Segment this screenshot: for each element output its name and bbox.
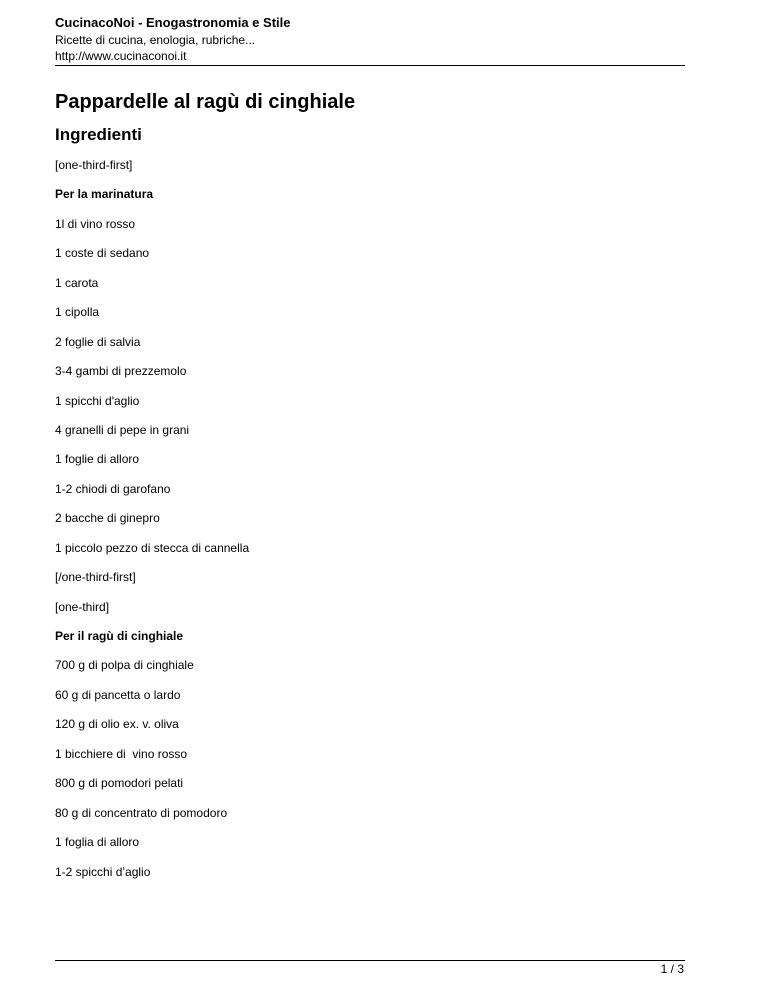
ingredient-line: 700 g di polpa di cinghiale <box>55 658 194 673</box>
ingredient-line: 2 foglie di salvia <box>55 334 141 349</box>
header-divider <box>55 65 685 66</box>
site-title: CucinacoNoi - Enogastronomia e Stile <box>55 15 291 30</box>
ingredient-line: [one-third] <box>55 599 110 614</box>
page-header <box>55 14 685 64</box>
ingredient-line: 1 carota <box>55 275 99 290</box>
ingredient-line: 1l di vino rosso <box>55 216 136 231</box>
ingredient-line: 800 g di pomodori pelati <box>55 776 184 791</box>
subsection-heading: Per la marinatura <box>55 187 154 202</box>
ingredient-line: 1-2 spicchi d’aglio <box>55 864 151 879</box>
page-number: 1 / 3 <box>660 962 684 976</box>
ingredient-list <box>55 158 685 879</box>
ingredient-line: 1 spicchi d'aglio <box>55 393 140 408</box>
ingredient-line: 1 piccolo pezzo di stecca di cannella <box>55 540 250 555</box>
ingredient-line: 1 foglia di alloro <box>55 835 140 850</box>
site-subtitle: Ricette di cucina, enologia, rubriche... <box>55 33 256 47</box>
ingredient-line: 1 coste di sedano <box>55 246 150 261</box>
ingredient-line: 3-4 gambi di prezzemolo <box>55 364 187 379</box>
ingredient-line: 80 g di concentrato di pomodoro <box>55 805 228 820</box>
section-heading: Ingredienti <box>55 125 142 144</box>
ingredient-line: 60 g di pancetta o lardo <box>55 687 181 702</box>
recipe-title: Pappardelle al ragù di cinghiale <box>55 91 356 113</box>
ingredient-line: 120 g di olio ex. v. oliva <box>55 717 179 732</box>
footer-divider <box>55 960 685 961</box>
ingredient-line: 1-2 chiodi di garofano <box>55 481 171 496</box>
ingredient-line: 1 cipolla <box>55 305 100 320</box>
ingredient-line: 2 bacche di ginepro <box>55 511 160 526</box>
ingredient-line: 1 bicchiere di vino rosso <box>55 746 188 761</box>
site-url: http://www.cucinaconoi.it <box>55 49 187 63</box>
ingredient-line: [one-third-first] <box>55 158 133 172</box>
ingredient-line: [/one-third-first] <box>55 570 136 585</box>
ingredient-line: 1 foglie di alloro <box>55 452 140 467</box>
document-body <box>55 88 685 894</box>
subsection-heading: Per il ragù di cinghiale <box>55 629 184 643</box>
ingredient-line: 4 granelli di pepe in grani <box>55 422 190 437</box>
